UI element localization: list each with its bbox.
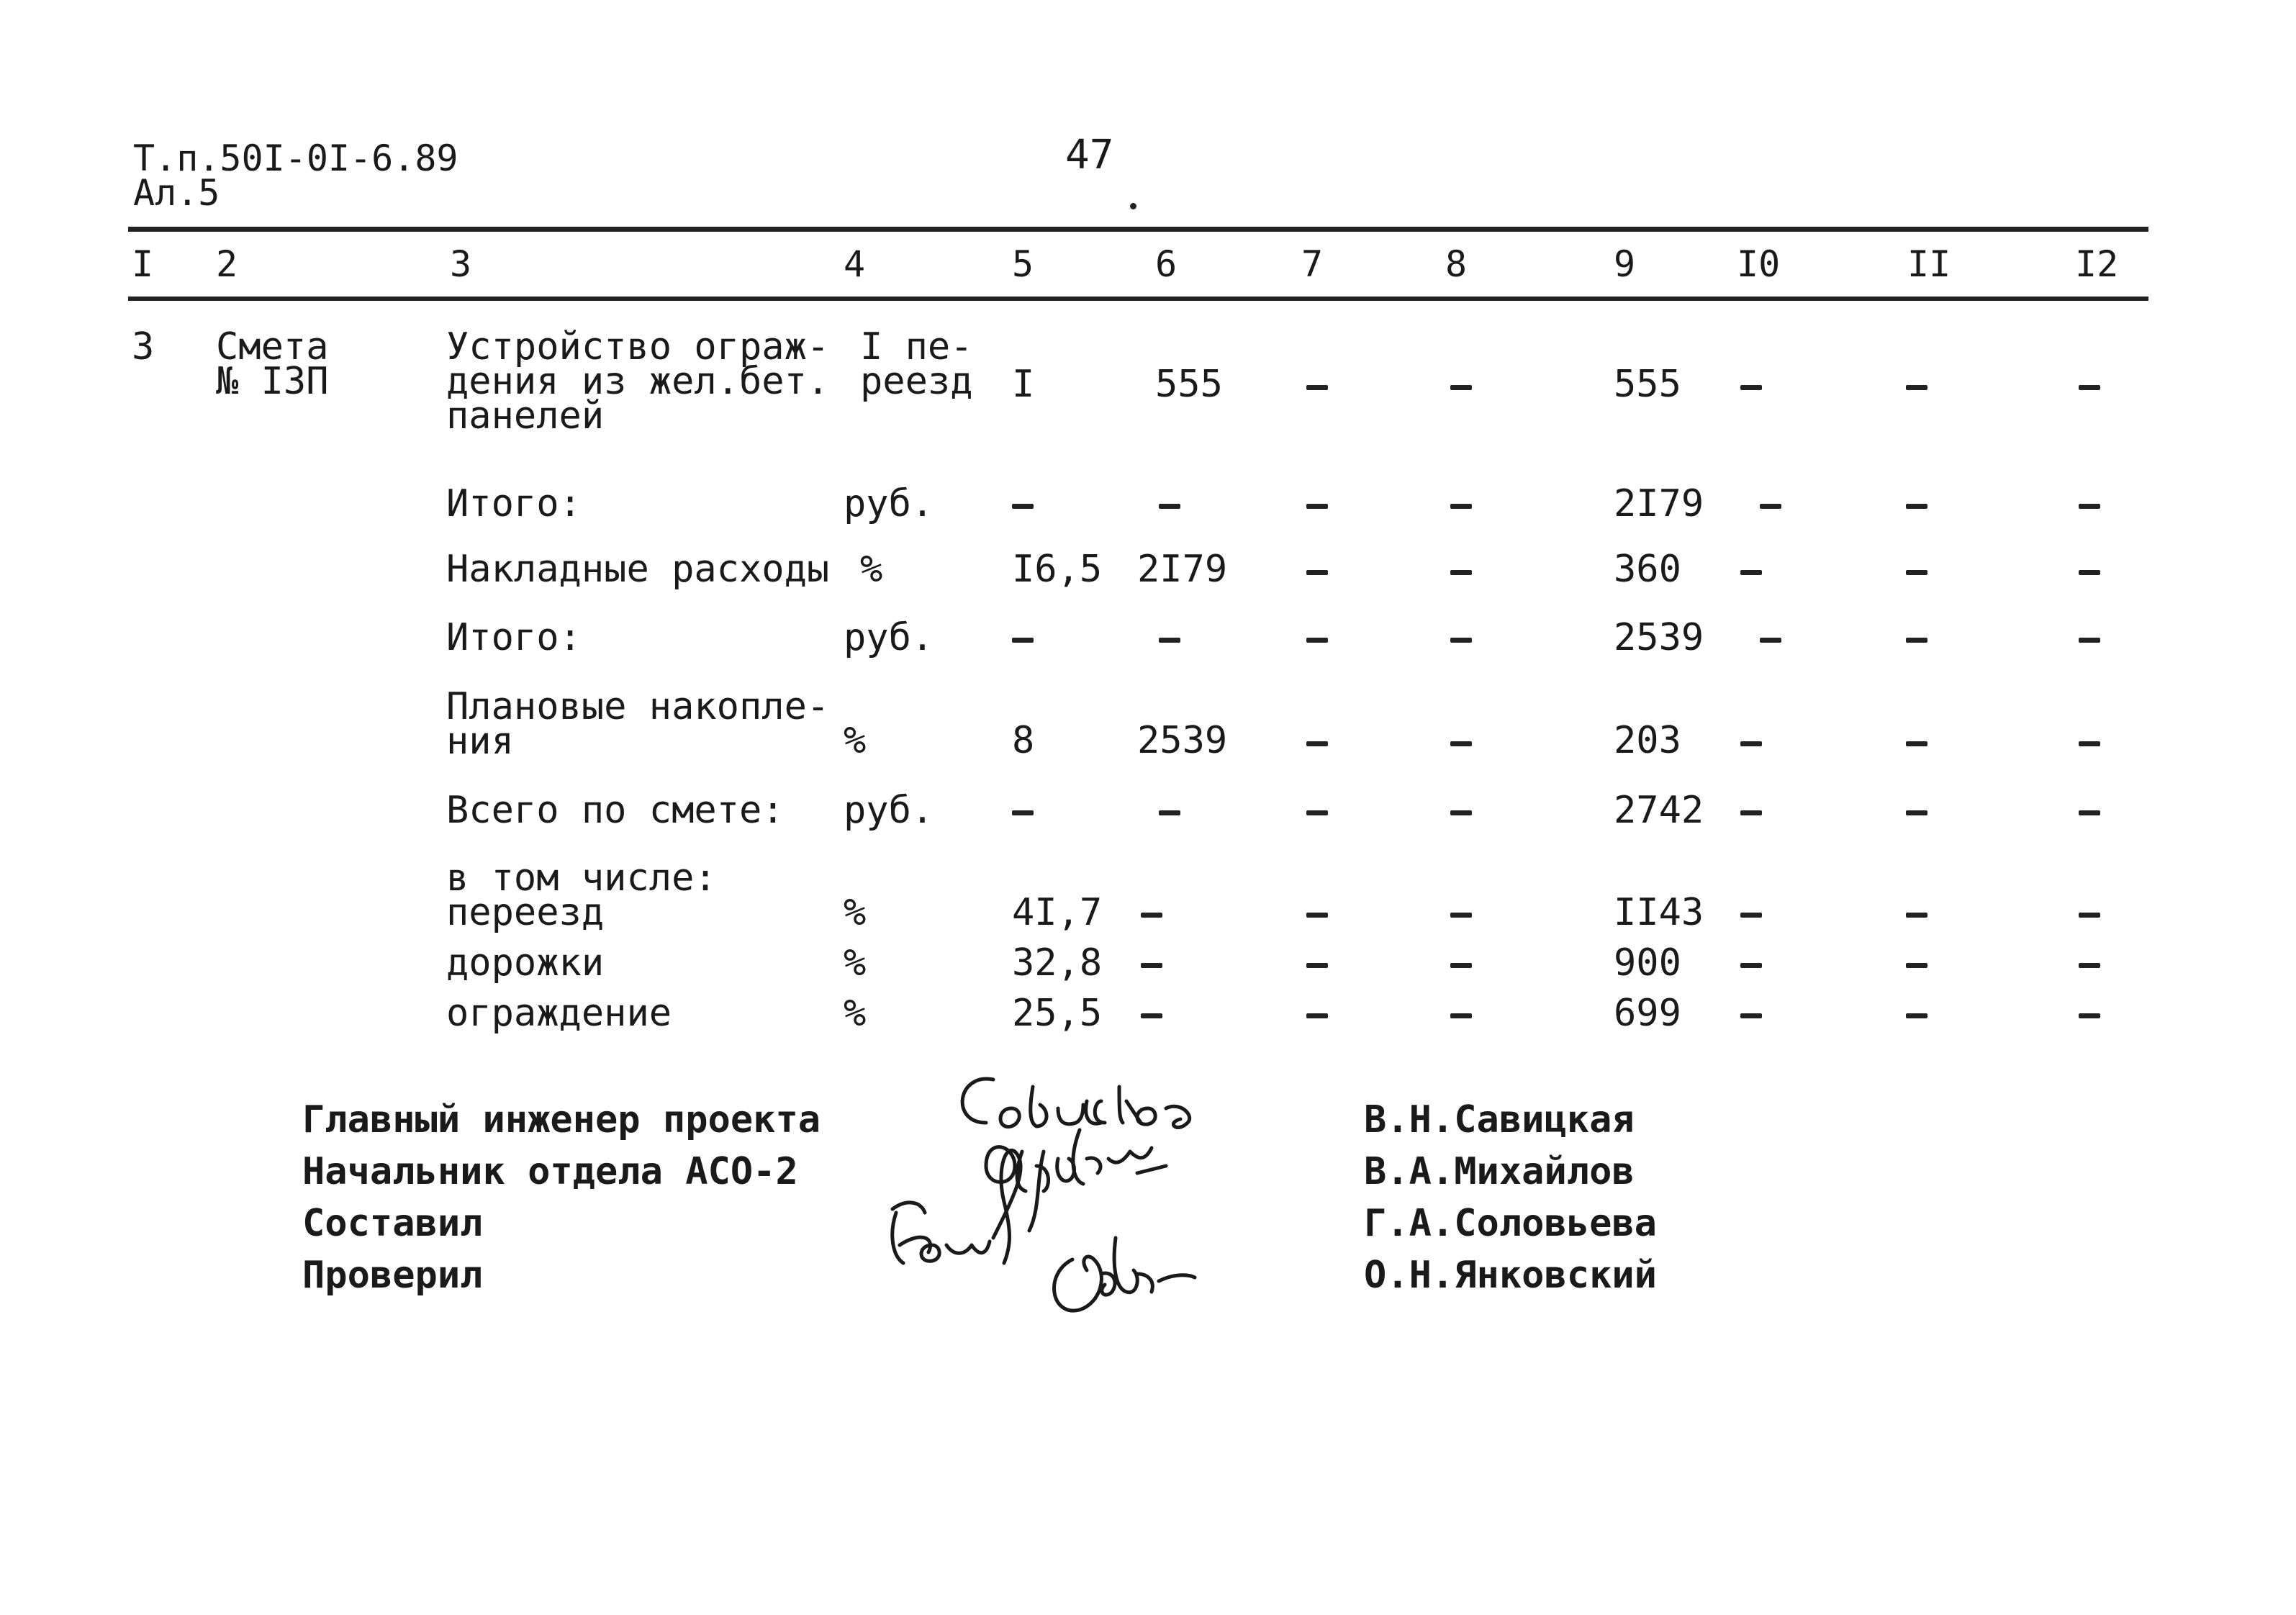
work-description: дорожки bbox=[446, 941, 605, 985]
empty-cell-dash bbox=[1306, 913, 1328, 918]
empty-cell-dash bbox=[1450, 963, 1472, 968]
empty-cell-dash bbox=[1906, 913, 1927, 918]
empty-cell-dash bbox=[1012, 504, 1034, 509]
empty-cell-dash bbox=[2079, 570, 2100, 575]
empty-cell-dash bbox=[1159, 504, 1180, 509]
unit: I пе- реезд bbox=[860, 325, 973, 403]
name-mikhailov: В.А.Михайлов bbox=[1364, 1150, 1635, 1193]
column-number: 8 bbox=[1445, 243, 1468, 285]
unit: % bbox=[844, 891, 867, 934]
page-number: 47 bbox=[1065, 132, 1114, 178]
empty-cell-dash bbox=[1906, 1013, 1927, 1018]
work-description: ограждение bbox=[446, 992, 672, 1035]
empty-cell-dash bbox=[1306, 963, 1328, 968]
role-compiled-by: Составил bbox=[302, 1202, 483, 1245]
empty-cell-dash bbox=[1306, 570, 1328, 575]
empty-cell-dash bbox=[2079, 504, 2100, 509]
unit-cost: 2I79 bbox=[1137, 548, 1228, 591]
unit-cost: 555 bbox=[1155, 363, 1223, 406]
total-cost: 900 bbox=[1614, 941, 1681, 985]
empty-cell-dash bbox=[1012, 810, 1034, 815]
work-description: Итого: bbox=[446, 482, 582, 525]
column-number: 6 bbox=[1155, 243, 1178, 285]
empty-cell-dash bbox=[1450, 570, 1472, 575]
name-yankovsky: О.Н.Янковский bbox=[1364, 1254, 1657, 1297]
ink-dot bbox=[1130, 203, 1136, 209]
empty-cell-dash bbox=[1450, 741, 1472, 746]
quantity: 25,5 bbox=[1012, 992, 1103, 1035]
quantity: I bbox=[1012, 363, 1035, 406]
column-number: 4 bbox=[844, 243, 866, 285]
total-cost: 2539 bbox=[1614, 616, 1704, 659]
empty-cell-dash bbox=[1906, 385, 1927, 390]
quantity: 8 bbox=[1012, 719, 1035, 762]
work-description: Устройство ограж- дения из жел.бет. панелей bbox=[446, 325, 830, 438]
empty-cell-dash bbox=[1141, 1013, 1162, 1018]
empty-cell-dash bbox=[1306, 810, 1328, 815]
empty-cell-dash bbox=[1906, 504, 1927, 509]
total-cost: 2I79 bbox=[1614, 482, 1704, 525]
empty-cell-dash bbox=[1159, 638, 1180, 643]
estimate-ref: Смета № I3П bbox=[216, 325, 329, 403]
column-number: 7 bbox=[1301, 243, 1324, 285]
empty-cell-dash bbox=[2079, 1013, 2100, 1018]
total-cost: 555 bbox=[1614, 363, 1681, 406]
column-number: II bbox=[1907, 243, 1951, 285]
unit: % bbox=[860, 548, 883, 591]
role-chief-engineer: Главный инженер проекта bbox=[302, 1098, 821, 1141]
quantity: 4I,7 bbox=[1012, 891, 1103, 934]
work-description: Накладные расходы bbox=[446, 548, 830, 591]
empty-cell-dash bbox=[2079, 741, 2100, 746]
empty-cell-dash bbox=[1450, 385, 1472, 390]
empty-cell-dash bbox=[1740, 570, 1762, 575]
empty-cell-dash bbox=[2079, 638, 2100, 643]
empty-cell-dash bbox=[1906, 741, 1927, 746]
column-number: 9 bbox=[1614, 243, 1636, 285]
work-description: в том числе: переезд bbox=[446, 856, 717, 934]
empty-cell-dash bbox=[1450, 638, 1472, 643]
empty-cell-dash bbox=[1306, 1013, 1328, 1018]
role-department-head: Начальник отдела АСО-2 bbox=[302, 1150, 798, 1193]
empty-cell-dash bbox=[1906, 963, 1927, 968]
empty-cell-dash bbox=[1906, 638, 1927, 643]
empty-cell-dash bbox=[1760, 638, 1781, 643]
total-cost: 2742 bbox=[1614, 789, 1704, 832]
unit: % bbox=[844, 992, 867, 1035]
column-number: I bbox=[132, 243, 154, 285]
empty-cell-dash bbox=[1740, 963, 1762, 968]
empty-cell-dash bbox=[1740, 385, 1762, 390]
name-savitskaya: В.Н.Савицкая bbox=[1364, 1098, 1635, 1141]
unit: % bbox=[844, 941, 867, 985]
unit: % bbox=[844, 719, 867, 762]
name-solovyova: Г.А.Соловьева bbox=[1364, 1202, 1657, 1245]
sheet-label: Ал.5 bbox=[133, 172, 220, 214]
empty-cell-dash bbox=[1306, 638, 1328, 643]
empty-cell-dash bbox=[1906, 810, 1927, 815]
total-cost: 699 bbox=[1614, 992, 1681, 1035]
total-cost: 203 bbox=[1614, 719, 1681, 762]
empty-cell-dash bbox=[1450, 913, 1472, 918]
empty-cell-dash bbox=[1760, 504, 1781, 509]
empty-cell-dash bbox=[1740, 913, 1762, 918]
column-number: 2 bbox=[216, 243, 238, 285]
total-cost: II43 bbox=[1614, 891, 1704, 934]
row-number: 3 bbox=[132, 325, 155, 368]
empty-cell-dash bbox=[1450, 1013, 1472, 1018]
empty-cell-dash bbox=[1306, 385, 1328, 390]
table-top-rule bbox=[128, 227, 2148, 232]
unit: руб. bbox=[844, 482, 934, 525]
empty-cell-dash bbox=[1450, 504, 1472, 509]
empty-cell-dash bbox=[1306, 741, 1328, 746]
column-number: 3 bbox=[450, 243, 472, 285]
unit: руб. bbox=[844, 616, 934, 659]
empty-cell-dash bbox=[1141, 913, 1162, 918]
empty-cell-dash bbox=[1740, 1013, 1762, 1018]
quantity: 32,8 bbox=[1012, 941, 1103, 985]
document-code: Т.п.50I-0I-6.89 bbox=[133, 137, 458, 179]
empty-cell-dash bbox=[1450, 810, 1472, 815]
handwritten-signatures bbox=[842, 1058, 1317, 1331]
empty-cell-dash bbox=[1141, 963, 1162, 968]
column-number: I2 bbox=[2075, 243, 2119, 285]
empty-cell-dash bbox=[1306, 504, 1328, 509]
empty-cell-dash bbox=[1012, 638, 1034, 643]
work-description: Всего по смете: bbox=[446, 789, 785, 832]
empty-cell-dash bbox=[1740, 741, 1762, 746]
empty-cell-dash bbox=[2079, 963, 2100, 968]
work-description: Итого: bbox=[446, 616, 582, 659]
empty-cell-dash bbox=[1906, 570, 1927, 575]
table-header-rule bbox=[128, 297, 2148, 301]
column-number: I0 bbox=[1737, 243, 1781, 285]
quantity: I6,5 bbox=[1012, 548, 1103, 591]
total-cost: 360 bbox=[1614, 548, 1681, 591]
role-checked-by: Проверил bbox=[302, 1254, 483, 1297]
column-number: 5 bbox=[1012, 243, 1034, 285]
empty-cell-dash bbox=[2079, 913, 2100, 918]
empty-cell-dash bbox=[2079, 385, 2100, 390]
unit: руб. bbox=[844, 789, 934, 832]
empty-cell-dash bbox=[1159, 810, 1180, 815]
work-description: Плановые накопле- ния bbox=[446, 685, 830, 763]
empty-cell-dash bbox=[1740, 810, 1762, 815]
empty-cell-dash bbox=[2079, 810, 2100, 815]
unit-cost: 2539 bbox=[1137, 719, 1228, 762]
